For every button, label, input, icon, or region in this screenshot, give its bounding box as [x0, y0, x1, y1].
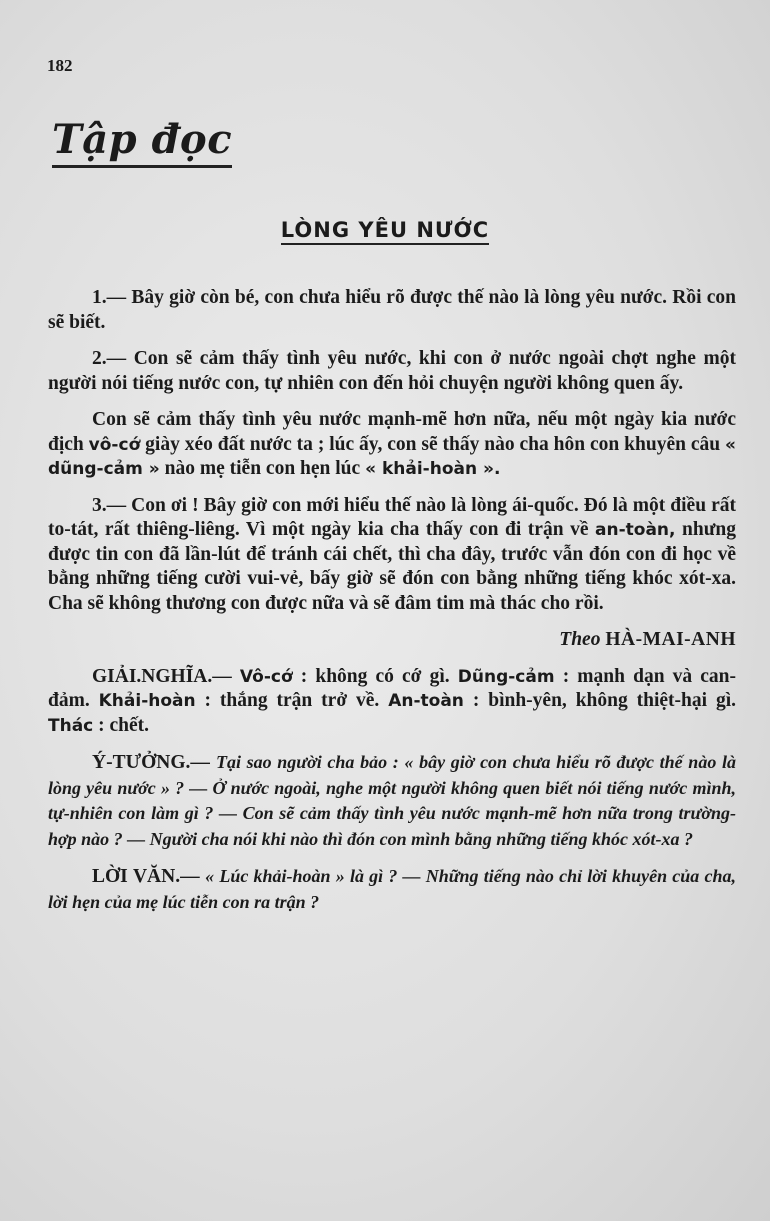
glossary-term-2: Dũng-cảm	[457, 666, 555, 687]
page-number: 182	[47, 56, 73, 75]
words-text: « Lúc khải-hoàn » là gì ? — Những tiếng nào chỉ lời khuyên của cha, lời hẹn của mẹ lúc tiễn con ra trận ?	[48, 866, 736, 912]
glossary-term-5: Thác	[48, 715, 94, 736]
words-label: LỜI VĂN.—	[92, 866, 200, 887]
section-title: Tập đọc	[52, 116, 232, 168]
ideas-paragraph	[48, 750, 736, 852]
glossary-term-3: Khải-hoàn	[98, 691, 196, 711]
p3-text-b: giày xéo đất nước ta ; lúc ấy, con sẽ thấy nào cha hôn con khuyên câu	[145, 433, 721, 455]
paragraph-4	[48, 494, 736, 617]
glossary-label: GIẢI.NGHĨA.—	[92, 665, 232, 687]
glossary-def-2: : mạnh dạn và can-đảm.	[48, 665, 737, 711]
ideas-label: Ý-TƯỞNG.—	[92, 752, 210, 773]
words-section	[48, 864, 736, 915]
author-name: HÀ-MAI-ANH	[605, 629, 736, 650]
glossary	[48, 665, 736, 739]
glossary-def-1: : không có cớ gì.	[300, 665, 450, 687]
term-an-toan: an-toàn,	[595, 520, 676, 540]
paragraph-3	[48, 408, 736, 482]
author-prefix: Theo	[559, 629, 601, 650]
paragraph-1: 1.— Bây giờ còn bé, con chưa hiểu rõ được thế nào là lòng yêu nước. Rồi con sẽ biết.	[48, 287, 736, 333]
p4-text-b: nhưng được tin con đã lần-lút để tránh cái chết, thì cha đây, trước vẫn đón con đi học về bằng những tiếng cười vui-vẻ, bấy giờ sẽ đón con bằng những tiếng khóc xót-xa. Cha sẽ không thương con được nữa và sẽ đâm tim mà thác cho rồi.	[48, 519, 737, 614]
p4-text-a: 3.— Con ơi ! Bây giờ con mới hiểu thế nào là lòng ái-quốc. Đó là một điều rất to-tát, rất thiêng-liêng. Vì một ngày kia cha thấy con đi trận về	[48, 494, 736, 540]
term-dung-cam: « dũng-cảm »	[48, 434, 736, 479]
p3-text-a: Con sẽ cảm thấy tình yêu nước mạnh-mẽ hơn nữa, nếu một ngày kia nước địch	[48, 409, 736, 455]
term-vo-co: vô-cớ	[88, 434, 141, 455]
glossary-def-5: : chết.	[98, 714, 150, 736]
lesson-body	[48, 286, 736, 927]
glossary-term-1: Vô-cớ	[239, 666, 293, 687]
p3-text-c: nào mẹ tiễn con hẹn lúc	[164, 458, 361, 479]
glossary-def-3: : thắng trận trở về.	[204, 690, 380, 711]
author-line	[48, 628, 736, 653]
words-paragraph	[48, 864, 736, 915]
glossary-def-4: : bình-yên, không thiệt-hại gì.	[472, 690, 737, 711]
ideas-text: Tại sao người cha bảo : « bây giờ con chưa hiểu rõ được thế nào là lòng yêu nước » ? — Ở nước ngoài, nghe một người không quen biết nói tiếng nước mình, tự-nhiên con làm gì ? — Con sẽ cảm thấy tình yêu nước mạnh-mẽ hơn nữa trong trường-hợp nào ? — Người cha nói khi nào thì đón con mình bằng những tiếng khóc xót-xa ?	[48, 752, 736, 849]
glossary-paragraph	[48, 665, 736, 739]
lesson-title-wrap	[0, 218, 770, 242]
ideas-section	[48, 750, 736, 852]
paragraph-2: 2.— Con sẽ cảm thấy tình yêu nước, khi con ở nước ngoài chợt nghe một người nói tiếng nước con, tự nhiên con đến hỏi chuyện người không quen ấy.	[48, 348, 736, 394]
glossary-term-4: An-toàn	[388, 691, 464, 711]
lesson-title: LÒNG YÊU NƯỚC	[281, 218, 489, 245]
term-khai-hoan: « khải-hoàn ».	[365, 459, 501, 479]
